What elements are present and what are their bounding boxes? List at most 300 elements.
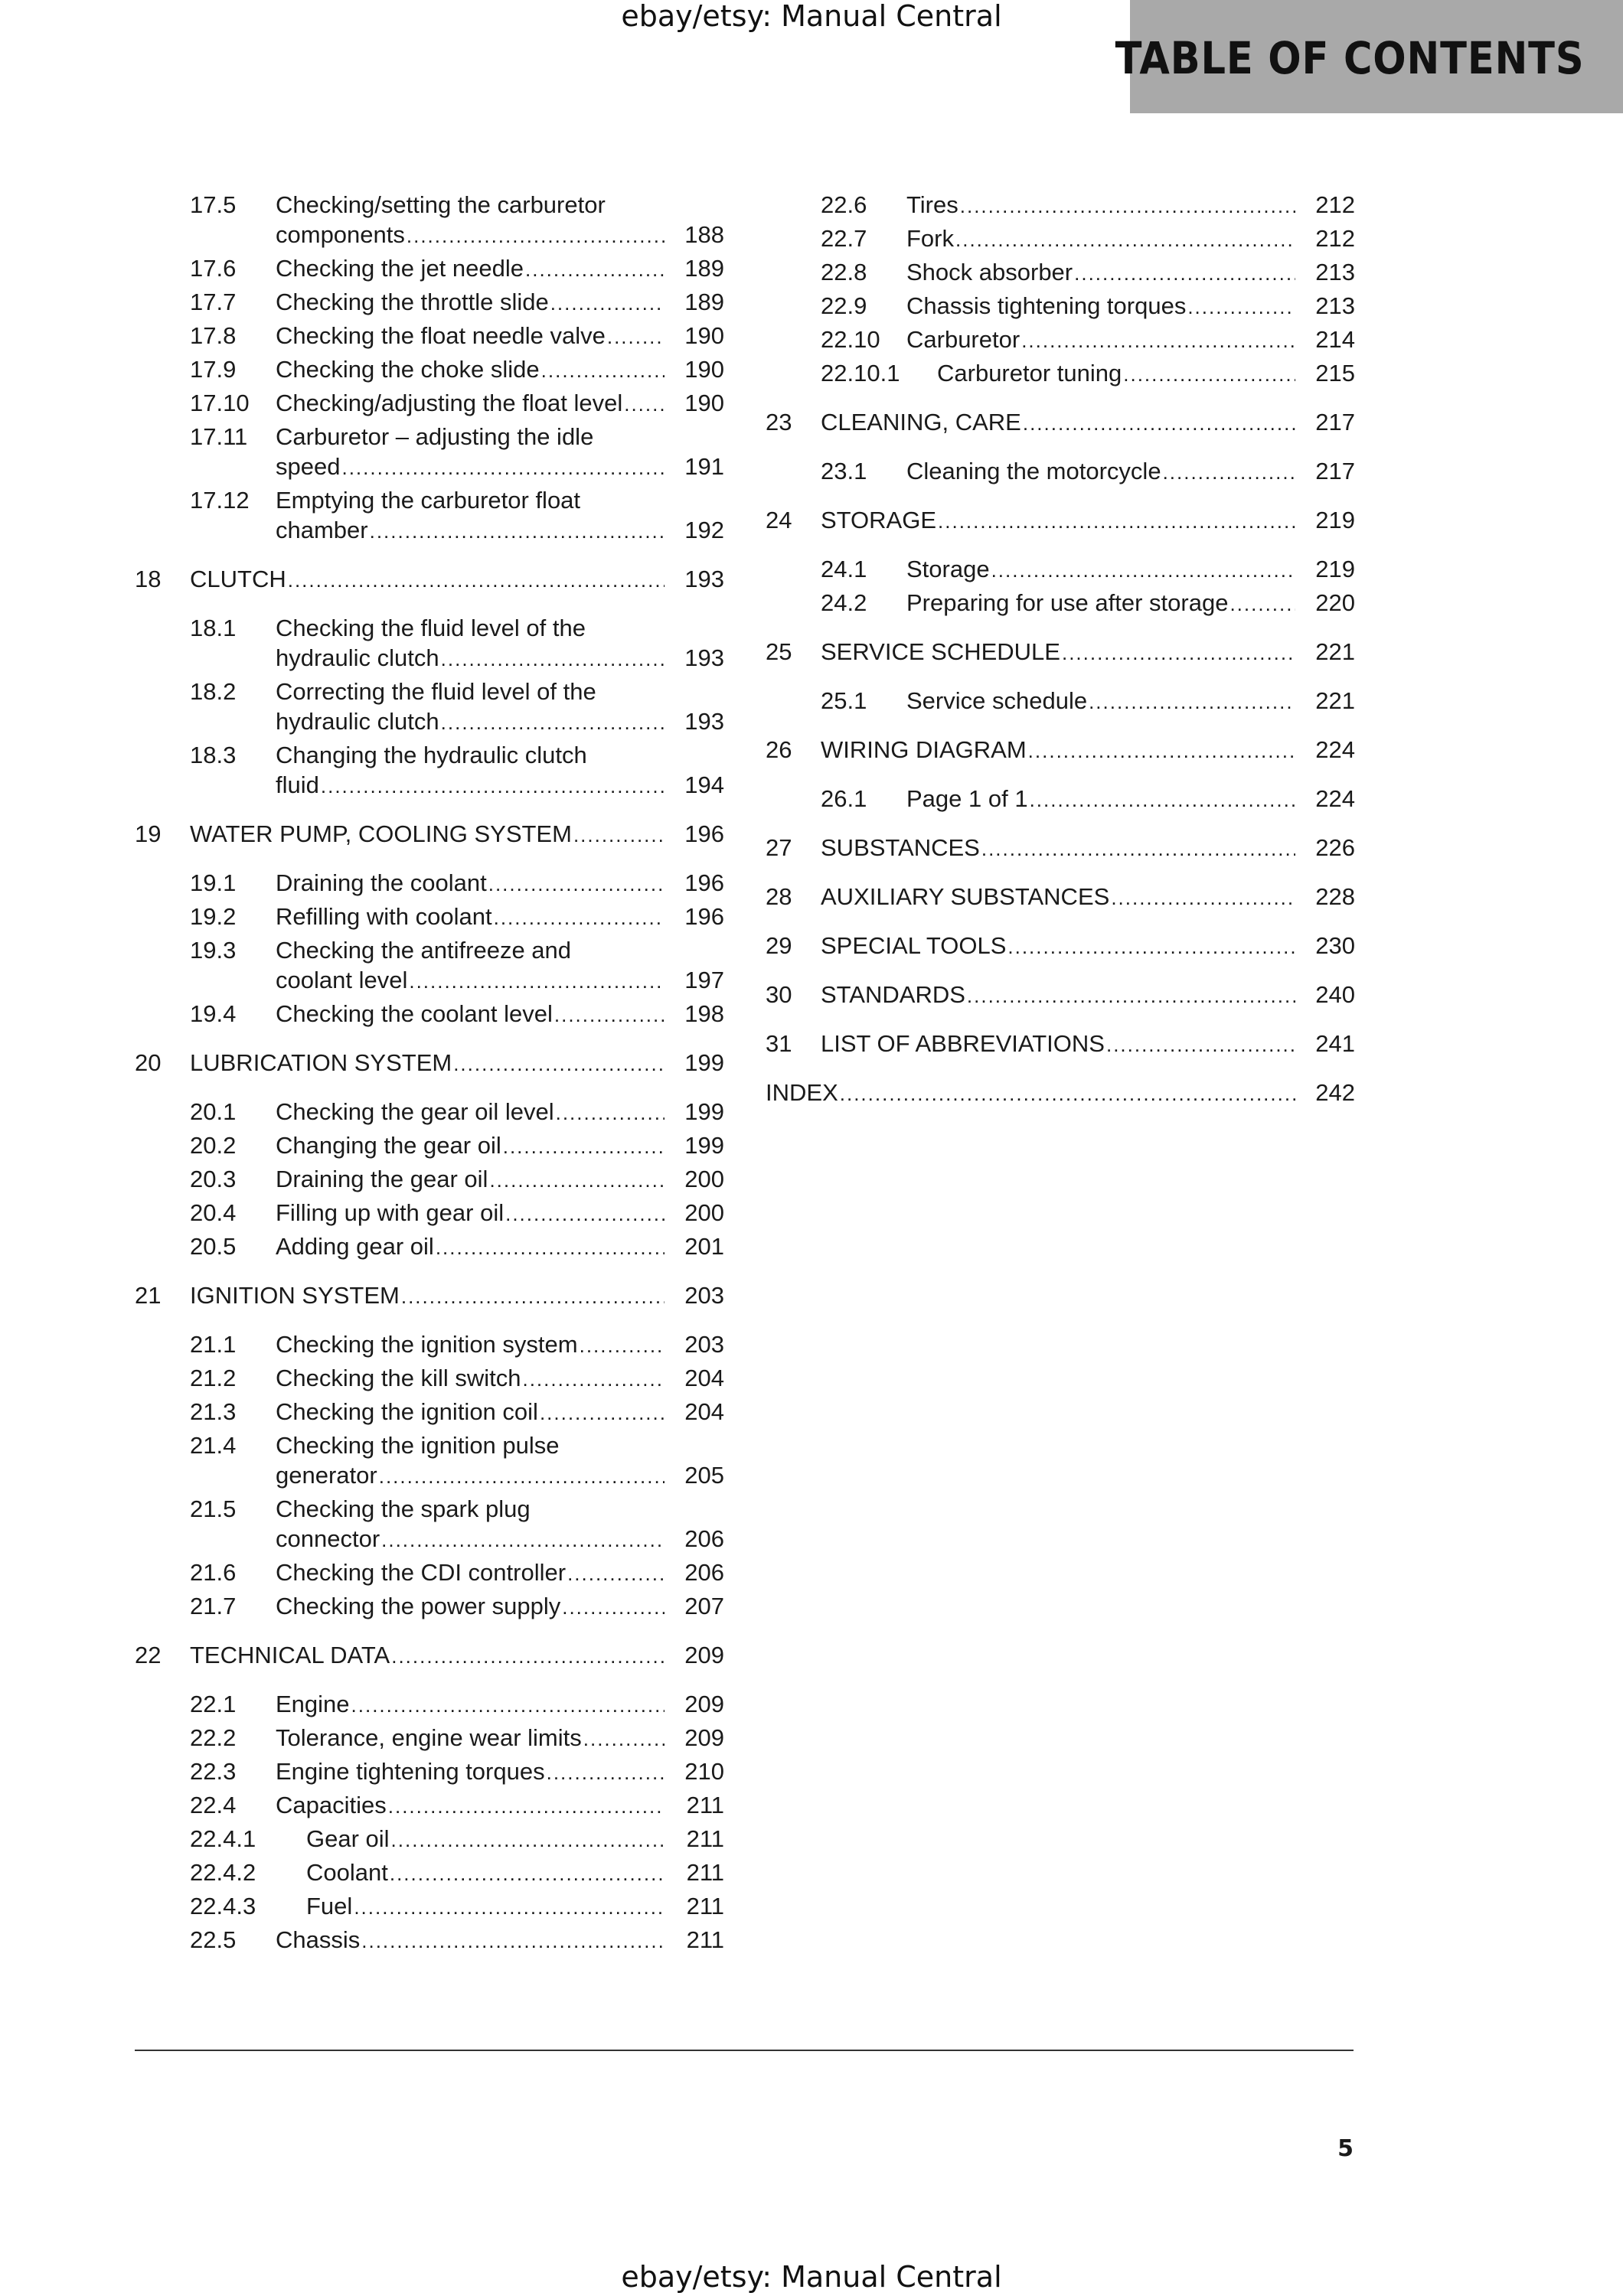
dot-leader	[547, 1758, 665, 1786]
toc-entry-title: IGNITION SYSTEM	[190, 1282, 400, 1309]
toc-entry-page: 190	[684, 322, 724, 349]
toc-entry-number: 26	[766, 736, 792, 763]
toc-left-entry[interactable]	[135, 1756, 724, 1786]
toc-left-entry[interactable]	[135, 321, 724, 351]
dot-leader	[1089, 687, 1295, 716]
toc-entry-page: 201	[684, 1233, 724, 1260]
dot-leader	[391, 1642, 665, 1670]
dot-leader	[361, 1926, 665, 1955]
toc-entry-number: 19	[135, 820, 162, 847]
dot-leader	[525, 255, 665, 283]
dot-leader	[967, 981, 1295, 1009]
toc-entry-page: 210	[684, 1758, 724, 1785]
dot-leader	[580, 1331, 665, 1359]
toc-entry-number: 17.7	[190, 289, 237, 315]
toc-right-entry[interactable]	[766, 407, 1355, 437]
toc-entry-page: 219	[1315, 556, 1355, 582]
toc-entry-page: 211	[686, 1926, 724, 1953]
dot-leader	[401, 1282, 665, 1310]
toc-entry-number: 17.6	[190, 255, 237, 282]
toc-entry-page: 211	[686, 1859, 724, 1886]
toc-entry-page: 241	[1315, 1030, 1355, 1057]
toc-left-entry[interactable]	[135, 1824, 724, 1854]
dot-leader	[1030, 785, 1295, 814]
toc-left-entry[interactable]	[135, 564, 724, 594]
toc-entry-title: Correcting the fluid level of the	[276, 678, 596, 705]
toc-entry-title: Filling up with gear oil	[276, 1199, 505, 1226]
toc-right-entry[interactable]	[766, 291, 1355, 321]
toc-left-entry[interactable]	[135, 1591, 724, 1621]
toc-left-entry[interactable]	[135, 1329, 724, 1359]
toc-entry-title: Checking the choke slide	[276, 356, 540, 383]
toc-entry-page: 211	[686, 1893, 724, 1919]
toc-left-entry[interactable]	[135, 1640, 724, 1670]
toc-entry-number: 20	[135, 1049, 162, 1076]
toc-entry-title: Chassis tightening torques	[906, 292, 1187, 319]
toc-right-entry[interactable]	[766, 980, 1355, 1009]
toc-left-entry[interactable]	[135, 1689, 724, 1719]
toc-entry-page: 209	[684, 1724, 724, 1751]
toc-entry-number: 22.3	[190, 1758, 237, 1785]
toc-right-entry[interactable]	[766, 882, 1355, 912]
toc-entry-page: 193	[684, 644, 724, 671]
toc-entry-number: 21.3	[190, 1398, 237, 1425]
dot-leader	[354, 1893, 665, 1921]
toc-entry-title: Checking the antifreeze and	[276, 937, 572, 964]
toc-entry-page: 226	[1315, 834, 1355, 861]
toc-entry-number: 21.6	[190, 1559, 237, 1586]
toc-entry-number: 23	[766, 409, 792, 435]
dot-leader	[1028, 736, 1295, 765]
toc-entry-number: 17.11	[190, 423, 248, 450]
toc-entry-title: WATER PUMP, COOLING SYSTEM	[190, 820, 572, 847]
toc-entry-number: 20.1	[190, 1098, 237, 1125]
toc-entry-number: 31	[766, 1030, 792, 1057]
toc-entry-page: 189	[684, 255, 724, 282]
toc-left-entry[interactable]	[135, 388, 724, 418]
toc-entry-title: Carburetor – adjusting the idle	[276, 423, 594, 450]
toc-entry-page: 205	[684, 1462, 724, 1489]
toc-right-entry[interactable]	[766, 325, 1355, 354]
toc-entry-number: 22.4	[190, 1792, 237, 1818]
toc-entry-title: Cleaning the motorcycle	[906, 458, 1161, 484]
toc-entry-page: 220	[1315, 589, 1355, 616]
dot-leader	[494, 903, 665, 931]
toc-entry-number: 18.2	[190, 678, 237, 705]
toc-entry-page: 212	[1315, 225, 1355, 252]
toc-left-entry[interactable]	[135, 1494, 724, 1554]
toc-entry-number: 22.8	[821, 259, 867, 285]
toc-entry-title: Service schedule	[906, 687, 1088, 714]
toc-entry-title: Adding gear oil	[276, 1233, 434, 1260]
toc-right-entry[interactable]	[766, 637, 1355, 667]
toc-right-entry[interactable]	[766, 833, 1355, 863]
toc-entry-title: Checking the CDI controller	[276, 1559, 567, 1586]
toc-left-entry[interactable]	[135, 935, 724, 995]
toc-entry-number: 18.1	[190, 615, 237, 641]
toc-entry-number: 17.10	[190, 390, 250, 416]
dot-leader	[1229, 589, 1295, 618]
toc-left-entry[interactable]	[135, 868, 724, 898]
toc-entry-title: Checking the ignition coil	[276, 1398, 538, 1425]
toc-entry-page: 215	[1315, 360, 1355, 386]
toc-left-entry[interactable]	[135, 1430, 724, 1490]
toc-left-entry[interactable]	[135, 1130, 724, 1160]
toc-entry-title: LIST OF ABBREVIATIONS	[821, 1030, 1105, 1057]
toc-right-entry[interactable]	[766, 505, 1355, 535]
dot-leader	[489, 1166, 665, 1194]
toc-entry-page: 189	[684, 289, 724, 315]
toc-entry-title: TECHNICAL DATA	[190, 1642, 390, 1668]
dot-leader	[556, 1098, 665, 1127]
toc-entry-title: hydraulic clutch	[276, 644, 439, 671]
dot-leader	[351, 1691, 665, 1719]
toc-left-entry[interactable]	[135, 422, 724, 481]
dot-leader	[453, 1049, 665, 1078]
dot-leader	[573, 820, 665, 849]
toc-entry-number: 18	[135, 566, 162, 592]
toc-entry-title: Carburetor	[906, 326, 1020, 353]
toc-right-entry[interactable]	[766, 554, 1355, 584]
toc-entry-page: 214	[1315, 326, 1355, 353]
toc-entry-page: 199	[684, 1132, 724, 1159]
toc-left-entry[interactable]	[135, 1164, 724, 1194]
toc-left-entry[interactable]	[135, 485, 724, 545]
dot-leader	[550, 289, 665, 317]
dot-leader	[1163, 458, 1295, 486]
toc-entry-page: 219	[1315, 507, 1355, 533]
toc-right-entry[interactable]	[766, 223, 1355, 253]
dot-leader	[441, 644, 665, 673]
toc-entry-page: 221	[1315, 687, 1355, 714]
toc-entry-number: 29	[766, 932, 792, 959]
toc-entry-page: 194	[684, 771, 724, 798]
dot-leader	[541, 356, 665, 384]
dot-leader	[955, 225, 1295, 253]
toc-entry-title: Storage	[906, 556, 990, 582]
toc-entry-title: CLEANING, CARE	[821, 409, 1021, 435]
page-number: 5	[1337, 2135, 1354, 2162]
toc-entry-title: Checking the ignition system	[276, 1331, 578, 1358]
dot-leader	[1021, 326, 1295, 354]
dot-leader	[1062, 638, 1295, 667]
dot-leader	[960, 191, 1295, 220]
dot-leader	[341, 453, 665, 481]
toc-entry-title: SUBSTANCES	[821, 834, 980, 861]
dot-leader	[407, 221, 665, 249]
dot-leader	[436, 1233, 665, 1261]
toc-left-entry[interactable]	[135, 287, 724, 317]
dot-leader	[1023, 409, 1295, 437]
dot-leader	[567, 1559, 665, 1587]
toc-entry-title: speed	[276, 453, 341, 480]
toc-entry-page: 193	[684, 708, 724, 735]
toc-right-entry[interactable]	[766, 1078, 1355, 1107]
toc-entry-title: hydraulic clutch	[276, 708, 439, 735]
toc-entry-page: 213	[1315, 259, 1355, 285]
toc-left-entry[interactable]	[135, 677, 724, 736]
toc-entry-title: STORAGE	[821, 507, 937, 533]
toc-entry-number: 22	[135, 1642, 162, 1668]
dot-leader	[540, 1398, 665, 1427]
toc-entry-page: 206	[684, 1559, 724, 1586]
dot-leader	[391, 1825, 665, 1854]
toc-entry-title: connector	[276, 1525, 380, 1552]
toc-entry-title: Refilling with coolant	[276, 903, 492, 930]
toc-entry-page: 192	[684, 517, 724, 543]
toc-left-entry[interactable]	[135, 1280, 724, 1310]
toc-entry-page: 193	[684, 566, 724, 592]
toc-left-entry[interactable]	[135, 1397, 724, 1427]
toc-entry-number: 20.5	[190, 1233, 237, 1260]
toc-entry-page: 199	[684, 1049, 724, 1076]
toc-entry-page: 217	[1315, 458, 1355, 484]
toc-entry-number: 24	[766, 507, 792, 533]
toc-entry-title: Fuel	[306, 1893, 353, 1919]
toc-entry-number: 19.2	[190, 903, 237, 930]
toc-entry-title: Checking the coolant level	[276, 1000, 553, 1027]
dot-leader	[503, 1132, 665, 1160]
dot-leader	[409, 967, 665, 995]
toc-entry-page: 213	[1315, 292, 1355, 319]
toc-entry-page: 191	[684, 453, 724, 480]
toc-entry-title: Chassis	[276, 1926, 361, 1953]
toc-left-entry[interactable]	[135, 354, 724, 384]
toc-entry-number: 22.6	[821, 191, 867, 218]
toc-entry-page: 212	[1315, 191, 1355, 218]
toc-entry-title: Checking the kill switch	[276, 1365, 521, 1391]
toc-entry-number: 17.5	[190, 191, 237, 218]
toc-entry-page: 198	[684, 1000, 724, 1027]
toc-entry-page: 188	[684, 221, 724, 248]
toc-entry-number: 30	[766, 981, 792, 1008]
toc-entry-title: Preparing for use after storage	[906, 589, 1229, 616]
toc-entry-number: 17.9	[190, 356, 237, 383]
toc-entry-number: 17.8	[190, 322, 237, 349]
toc-entry-page: 217	[1315, 409, 1355, 435]
toc-entry-number: 19.4	[190, 1000, 237, 1027]
toc-left-entry[interactable]	[135, 1048, 724, 1078]
toc-entry-title: chamber	[276, 517, 368, 543]
toc-entry-page: 204	[684, 1398, 724, 1425]
dot-leader	[981, 834, 1295, 863]
toc-right-entry[interactable]	[766, 735, 1355, 765]
toc-entry-page: 230	[1315, 932, 1355, 959]
toc-left-entry[interactable]	[135, 740, 724, 800]
toc-left-entry[interactable]	[135, 1857, 724, 1887]
toc-entry-number: 22.4.1	[190, 1825, 256, 1852]
toc-right-entry[interactable]	[766, 931, 1355, 960]
toc-entry-number: 20.3	[190, 1166, 237, 1192]
toc-entry-page: 240	[1315, 981, 1355, 1008]
dot-leader	[488, 869, 665, 898]
toc-entry-title: Checking the float needle valve	[276, 322, 606, 349]
watermark-bottom: ebay/etsy: Manual Central	[621, 2260, 1002, 2294]
header-banner	[1115, 0, 1623, 113]
dot-leader	[1123, 360, 1295, 388]
toc-entry-page: 221	[1315, 638, 1355, 665]
toc-entry-number: 21.2	[190, 1365, 237, 1391]
toc-entry-title: fluid	[276, 771, 319, 798]
toc-entry-page: 190	[684, 390, 724, 416]
toc-left-entry[interactable]	[135, 1925, 724, 1955]
toc-entry-title: INDEX	[766, 1079, 838, 1106]
toc-entry-title: Engine	[276, 1691, 350, 1717]
toc-entry-title: SERVICE SCHEDULE	[821, 638, 1060, 665]
toc-left-entry[interactable]	[135, 1363, 724, 1393]
toc-entry-number: 17.12	[190, 487, 250, 514]
toc-entry-title: Checking the gear oil level	[276, 1098, 554, 1125]
toc-left-entry[interactable]	[135, 1231, 724, 1261]
toc-right-entry[interactable]	[766, 358, 1355, 388]
toc-entry-number: 23.1	[821, 458, 867, 484]
toc-entry-number: 22.10	[821, 326, 880, 353]
toc-entry-page: 209	[684, 1691, 724, 1717]
toc-left-entry[interactable]	[135, 1097, 724, 1127]
toc-entry-title: Checking the throttle slide	[276, 289, 549, 315]
toc-left-entry[interactable]	[135, 999, 724, 1029]
watermark-top: ebay/etsy: Manual Central	[621, 0, 1002, 33]
toc-entry-page: 224	[1315, 785, 1355, 812]
toc-entry-title: Checking the ignition pulse	[276, 1432, 560, 1459]
dot-leader	[991, 556, 1295, 584]
toc-entry-number: 24.2	[821, 589, 867, 616]
toc-entry-number: 21.1	[190, 1331, 237, 1358]
dot-leader	[288, 566, 665, 594]
dot-leader	[522, 1365, 665, 1393]
dot-leader	[370, 517, 665, 545]
toc-entry-page: 206	[684, 1525, 724, 1552]
toc-entry-number: 22.9	[821, 292, 867, 319]
toc-entry-number: 19.1	[190, 869, 237, 896]
toc-entry-number: 24.1	[821, 556, 867, 582]
dot-leader	[321, 771, 665, 800]
toc-entry-title: Coolant	[306, 1859, 388, 1886]
dot-leader	[1074, 259, 1295, 287]
toc-entry-title: Checking the spark plug	[276, 1495, 531, 1522]
toc-entry-title: Checking/setting the carburetor	[276, 191, 606, 218]
toc-entry-page: 242	[1315, 1079, 1355, 1106]
toc-entry-page: 196	[684, 869, 724, 896]
toc-entry-title: AUXILIARY SUBSTANCES	[821, 883, 1110, 910]
toc-entry-page: 211	[686, 1825, 724, 1852]
toc-left-entry[interactable]	[135, 1790, 724, 1820]
toc-entry-title: components	[276, 221, 405, 248]
toc-entry-number: 21.4	[190, 1432, 237, 1459]
toc-entry-title: Emptying the carburetor float	[276, 487, 581, 514]
toc-right-entry[interactable]	[766, 456, 1355, 486]
dot-leader	[1007, 932, 1295, 960]
toc-entry-title: LUBRICATION SYSTEM	[190, 1049, 452, 1076]
toc-entry-title: Page 1 of 1	[906, 785, 1028, 812]
toc-entry-number: 18.3	[190, 742, 237, 768]
toc-entry-page: 190	[684, 356, 724, 383]
toc-entry-number: 20.2	[190, 1132, 237, 1159]
toc-right-entry[interactable]	[766, 1029, 1355, 1058]
toc-entry-number: 25.1	[821, 687, 867, 714]
toc-entry-page: 196	[684, 903, 724, 930]
toc-entry-page: 204	[684, 1365, 724, 1391]
toc-entry-page: 203	[684, 1282, 724, 1309]
toc-right-entry[interactable]	[766, 588, 1355, 618]
toc-entry-title: Shock absorber	[906, 259, 1073, 285]
toc-entry-number: 28	[766, 883, 792, 910]
toc-right-entry[interactable]	[766, 686, 1355, 716]
toc-entry-page: 200	[684, 1199, 724, 1226]
dot-leader	[938, 507, 1295, 535]
toc-entry-title: CLUTCH	[190, 566, 286, 592]
toc-entry-title: Tolerance, engine wear limits	[276, 1724, 582, 1751]
toc-entry-page: 207	[684, 1593, 724, 1619]
dot-leader	[1106, 1030, 1295, 1058]
toc-left-entry[interactable]	[135, 253, 724, 283]
page-title: TABLE OF CONTENTS	[1115, 32, 1585, 84]
toc-left-entry[interactable]	[135, 1557, 724, 1587]
footer-rule	[135, 2050, 1354, 2051]
toc-entry-title: Fork	[906, 225, 954, 252]
toc-entry-page: 203	[684, 1331, 724, 1358]
toc-left-entry[interactable]	[135, 190, 724, 249]
toc-entry-title: Carburetor tuning	[937, 360, 1122, 386]
toc-entry-number: 21	[135, 1282, 162, 1309]
toc-entry-page: 196	[684, 820, 724, 847]
toc-left-entry[interactable]	[135, 1891, 724, 1921]
dot-leader	[607, 322, 665, 351]
dot-leader	[583, 1724, 665, 1753]
toc-entry-title: Changing the hydraulic clutch	[276, 742, 587, 768]
dot-leader	[381, 1525, 665, 1554]
toc-entry-title: Engine tightening torques	[276, 1758, 545, 1785]
toc-entry-title: WIRING DIAGRAM	[821, 736, 1027, 763]
dot-leader	[379, 1462, 665, 1490]
toc-right-entry[interactable]	[766, 257, 1355, 287]
toc-entry-number: 26.1	[821, 785, 867, 812]
toc-left-entry[interactable]	[135, 819, 724, 849]
dot-leader	[388, 1792, 665, 1820]
toc-entry-title: Checking the fluid level of the	[276, 615, 586, 641]
toc-entry-title: SPECIAL TOOLS	[821, 932, 1007, 959]
toc-entry-number: 22.2	[190, 1724, 237, 1751]
toc-entry-title: generator	[276, 1462, 377, 1489]
toc-entry-title: Checking the power supply	[276, 1593, 561, 1619]
dot-leader	[505, 1199, 665, 1228]
toc-entry-title: coolant level	[276, 967, 408, 993]
toc-right-entry[interactable]	[766, 190, 1355, 220]
toc-left-entry[interactable]	[135, 613, 724, 673]
toc-entry-page: 199	[684, 1098, 724, 1125]
toc-entry-title: Draining the coolant	[276, 869, 487, 896]
toc-entry-number: 19.3	[190, 937, 237, 964]
toc-left-entry[interactable]	[135, 1723, 724, 1753]
dot-leader	[441, 708, 665, 736]
toc-entry-title: Checking the jet needle	[276, 255, 524, 282]
dot-leader	[840, 1079, 1295, 1107]
toc-entry-page: 197	[684, 967, 724, 993]
toc-entry-page: 228	[1315, 883, 1355, 910]
toc-entry-title: Changing the gear oil	[276, 1132, 501, 1159]
toc-left-entry[interactable]	[135, 902, 724, 931]
toc-entry-number: 27	[766, 834, 792, 861]
toc-right-entry[interactable]	[766, 784, 1355, 814]
toc-entry-page: 211	[686, 1792, 724, 1818]
toc-entry-number: 22.4.2	[190, 1859, 256, 1886]
toc-left-entry[interactable]	[135, 1198, 724, 1228]
toc-entry-number: 22.1	[190, 1691, 237, 1717]
toc-entry-title: Tires	[906, 191, 958, 218]
toc-entry-number: 21.5	[190, 1495, 237, 1522]
toc-entry-page: 200	[684, 1166, 724, 1192]
toc-entry-title: Checking/adjusting the float level	[276, 390, 623, 416]
